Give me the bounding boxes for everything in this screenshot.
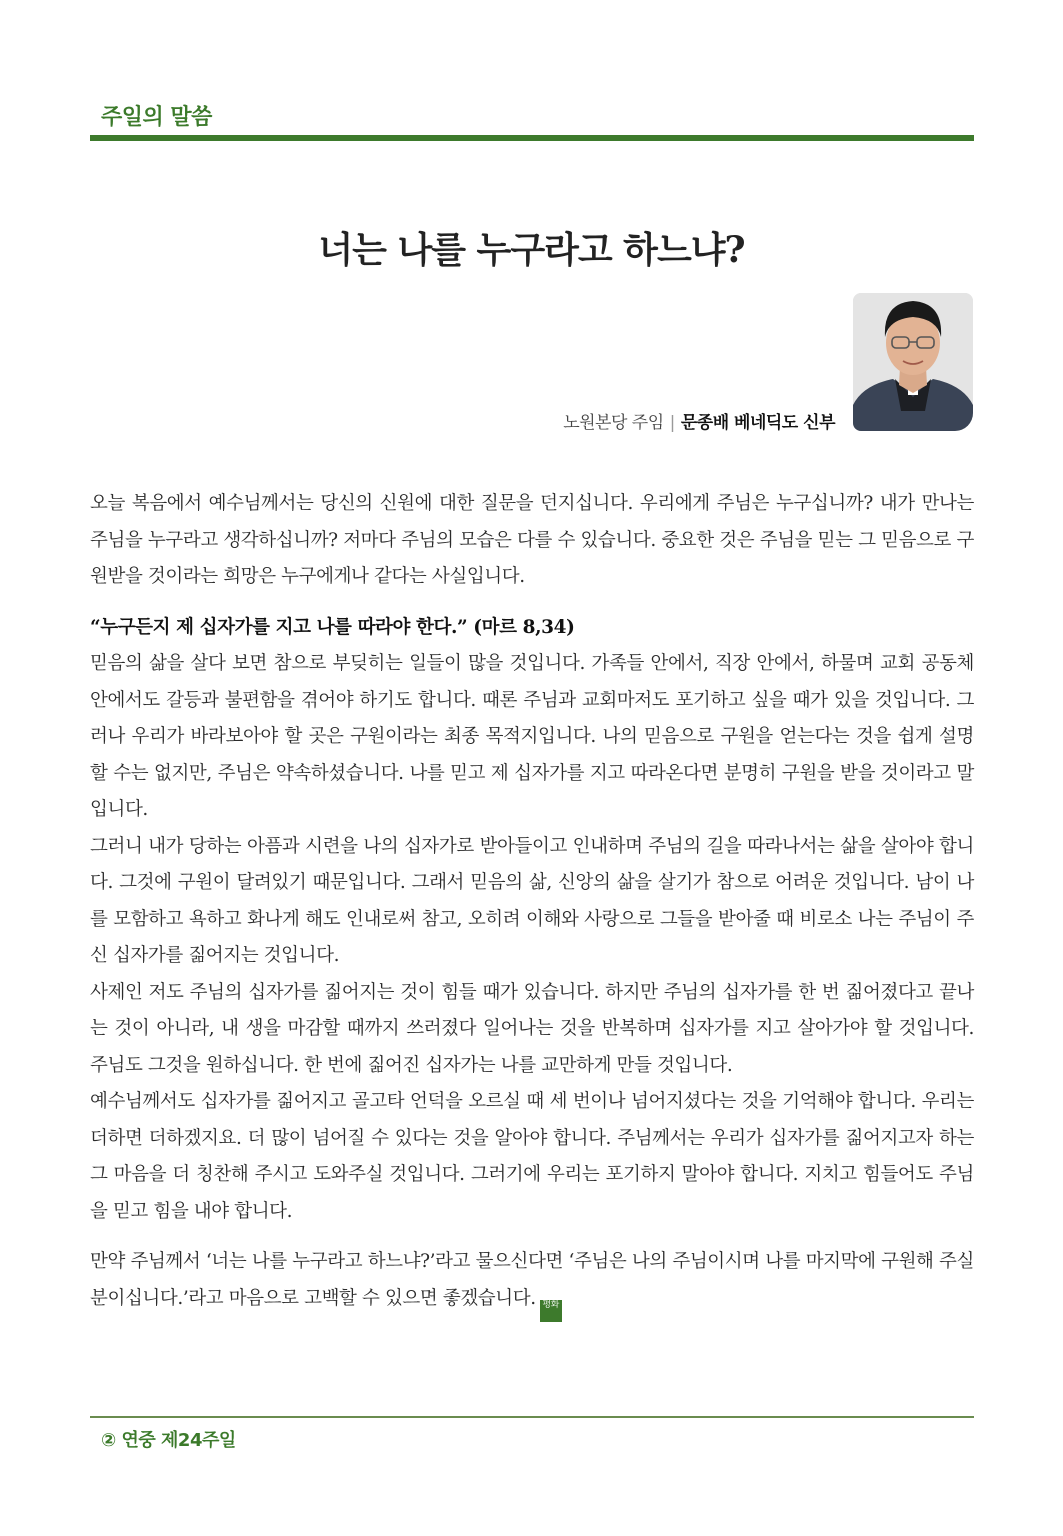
scripture-verse: “누구든지 제 십자가를 지고 나를 따라야 한다.” (마르 8,34)	[90, 616, 575, 638]
closing-text: 만약 주님께서 ‘너는 나를 누구라고 하느냐?’라고 물으신다면 ‘주님은 나의 주님이시며 나를 마지막에 구원해 주실 분이십니다.’라고 마음으로 고백할 수 있으면 좋겠습니다.	[90, 1251, 974, 1309]
footer-divider	[90, 1416, 974, 1418]
body-paragraph: 사제인 저도 주님의 십자가를 짊어지는 것이 힘들 때가 있습니다. 하지만 주님의 십자가를 한 번 짊어졌다고 끝나는 것이 아니라, 내 생을 마감할 때까지 쓰러졌다 일어나는 것을 반복하며 십자가를 지고 살아가야 할 것입니다. 주님도 그것을 원하십니다. 한 번에 짊어진 십자가는 나를 교만하게 만들 것입니다.	[90, 981, 974, 1076]
header-divider	[90, 135, 974, 141]
author-role: 노원본당 주임	[563, 413, 664, 433]
body-paragraph: 믿음의 삶을 살다 보면 참으로 부딪히는 일들이 많을 것입니다. 가족들 안에서, 직장 안에서, 하물며 교회 공동체 안에서도 갈등과 불편함을 겪어야 하기도 합니다. 때론 주님과 교회마저도 포기하고 싶을 때가 있을 것입니다. 그러나 우리가 바라보아야 할 곳은 구원이라는 최종 목적지입니다. 나의 믿음으로 구원을 얻는다는 것을 쉽게 설명할 수는 없지만, 주님은 약속하셨습니다. 나를 믿고 제 십자가를 지고 따라온다면 분명히 구원을 받을 것이라고 말입니다.	[90, 653, 974, 820]
intro-paragraph: 오늘 복음에서 예수님께서는 당신의 신원에 대한 질문을 던지십니다. 우리에게 주님은 누구십니까? 내가 만나는 주님을 누구라고 생각하십니까? 저마다 주님의 모습은 다를 수 있습니다. 중요한 것은 주님을 믿는 그 믿음으로 구원받을 것이라는 희망은 누구에게나 같다는 사실입니다.	[90, 493, 974, 587]
section-label: 주일의 말씀	[101, 105, 212, 130]
closing-paragraph	[90, 1244, 974, 1322]
author-portrait-image	[853, 293, 973, 431]
article-title: 너는 나를 누구라고 하느냐?	[318, 229, 745, 271]
page-footer: ② 연중 제24주일	[101, 1430, 236, 1451]
end-mark-icon: 평화	[540, 1300, 562, 1322]
body-paragraph: 그러니 내가 당하는 아픔과 시련을 나의 십자가로 받아들이고 인내하며 주님의 길을 따라나서는 삶을 살아야 합니다. 그것에 구원이 달려있기 때문입니다. 그래서 믿음의 삶, 신앙의 삶을 살기가 참으로 어려운 것입니다. 남이 나를 모함하고 욕하고 화나게 해도 인내로써 참고, 오히려 이해와 사랑으로 그들을 받아줄 때 비로소 나는 주님이 주신 십자가를 짊어지는 것입니다.	[90, 835, 974, 966]
author-photo	[853, 293, 973, 431]
body-paragraph: 예수님께서도 십자가를 짊어지고 골고타 언덕을 오르실 때 세 번이나 넘어지셨다는 것을 기억해야 합니다. 우리는 더하면 더하겠지요. 더 많이 넘어질 수 있다는 것을 알아야 합니다. 주님께서는 우리가 십자가를 짊어지고자 하는 그 마음을 더 칭찬해 주시고 도와주실 것입니다. 그러기에 우리는 포기하지 말아야 합니다. 지치고 힘들어도 주님을 믿고 힘을 내야 합니다.	[90, 1091, 974, 1222]
byline	[563, 408, 835, 433]
article-body	[90, 486, 974, 1322]
author-name: 문종배 베네딕도 신부	[680, 413, 835, 433]
byline-separator: |	[669, 413, 675, 433]
